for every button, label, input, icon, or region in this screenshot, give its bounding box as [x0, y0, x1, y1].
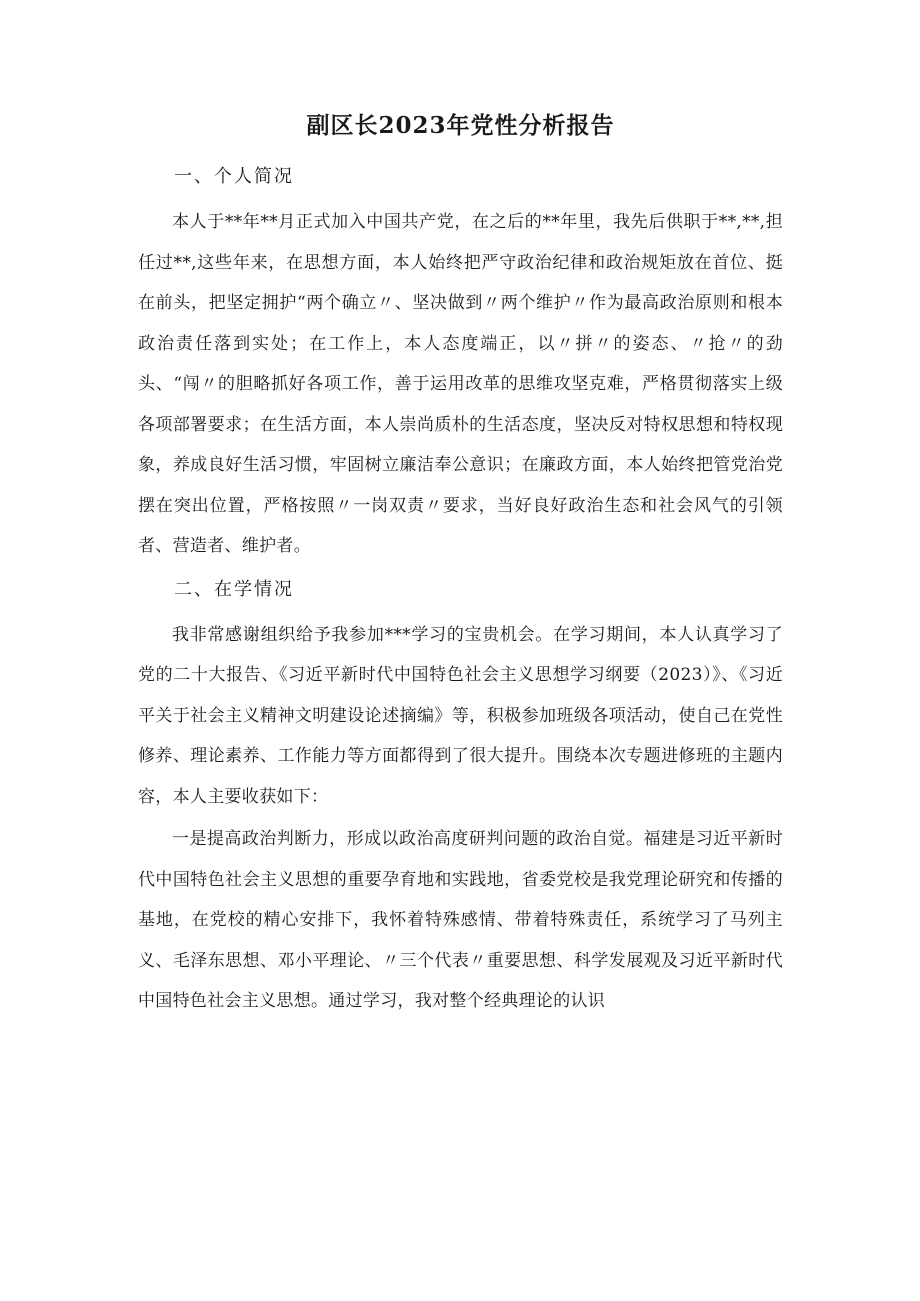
section-heading-personal: 一、个人简况 — [174, 166, 294, 187]
document-title: 副区长2023年党性分析报告 — [306, 112, 615, 139]
section-heading-study: 二、在学情况 — [174, 578, 294, 600]
paragraph-study-point-one: 一是提高政治判断力，形成以政治高度研判问题的政治自觉。福建是习近平新时代中国特色社会主义思想的重要孕育地和实践地，省委党校是我党理论研究和传播的基地，在党校的精心安排下，我怀着特殊感情、带着特殊责任，系统学习了马列主义、毛泽东思想、邓小平理论、〃三个代表〃重要思想、科学发展观及习近平新时代中国特色社会主义思想。通过学习，我对整个经典理论的认识 — [138, 829, 783, 1011]
paragraph-personal-summary: 本人于**年**月正式加入中国共产党，在之后的**年里，我先后供职于**,**,担任过**,这些年来，在思想方面，本人始终把严守政治纪律和政治规矩放在首位、挺在前头，把坚定拥护“两个确立〃、坚决做到〃两个维护〃作为最高政治原则和根本政治责任落到实处；在工作上，本人态度端正，以〃拼〃的姿态、〃抢〃的劲头、“闯〃的胆略抓好各项工作，善于运用改革的思维攻坚克难，严格贯彻落实上级各项部署要求；在生活方面，本人崇尚质朴的生活态度，坚决反对特权思想和特权现象，养成良好生活习惯，牢固树立廉洁奉公意识；在廉政方面，本人始终把管党治党摆在突出位置，严格按照〃一岗双责〃要求，当好良好政治生态和社会风气的引领者、营造者、维护者。 — [138, 212, 783, 556]
paragraph-study-intro: 我非常感谢组织给予我参加***学习的宝贵机会。在学习期间，本人认真学习了党的二十大报告、《习近平新时代中国特色社会主义思想学习纲要（2023）》、《习近平关于社会主义精神文明建设论述摘编》等，积极参加班级各项活动，使自己在党性修养、理论素养、工作能力等方面都得到了很大提升。围绕本次专题进修班的主题内容，本人主要收获如下： — [138, 624, 783, 807]
document-page — [138, 110, 783, 1022]
